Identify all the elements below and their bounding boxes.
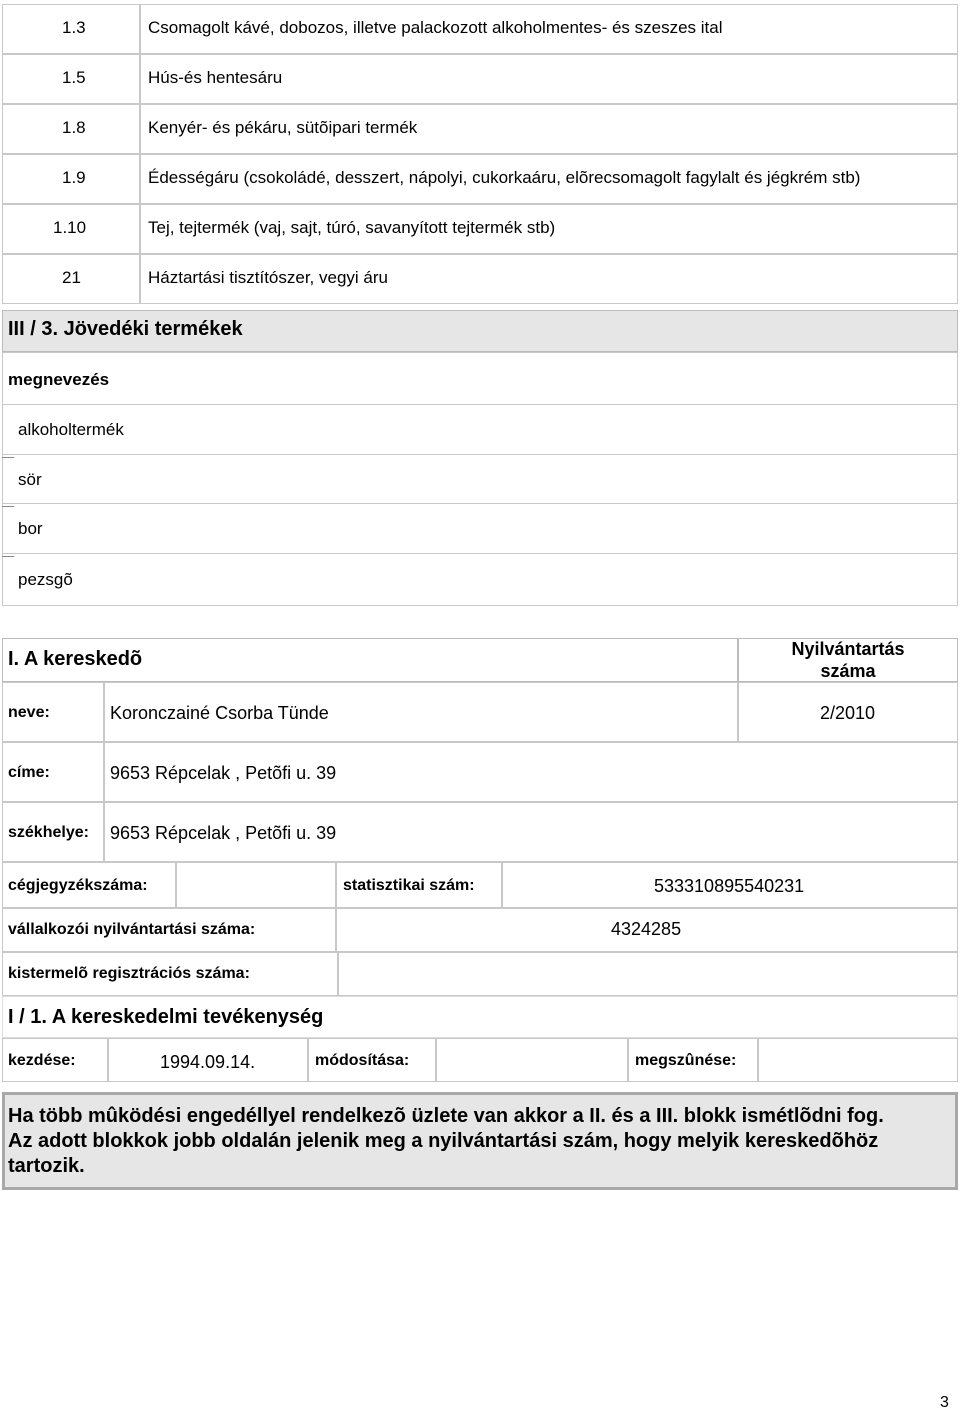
product-label: Tej, tejtermék (vaj, sajt, túró, savanyított tejtermék stb) xyxy=(148,218,556,237)
entrepreneur-label: vállalkozói nyilvántartási száma: xyxy=(8,921,256,938)
trader-title: I. A kereskedõ xyxy=(8,648,143,670)
stat-value: 533310895540231 xyxy=(654,876,805,896)
seat-value: 9653 Répcelak , Petõfi u. 39 xyxy=(110,823,337,843)
product-code: 21 xyxy=(62,268,81,287)
product-code: 1.10 xyxy=(53,218,87,237)
product-label: Hús-és hentesáru xyxy=(148,68,283,87)
list-item: pezsgõ xyxy=(18,570,73,589)
start-label: kezdése: xyxy=(8,1052,76,1069)
smallholder-label: kistermelõ regisztrációs száma: xyxy=(8,965,250,982)
reg-header-text: Nyilvántartás száma xyxy=(791,639,905,681)
product-label: Édességáru (csokoládé, desszert, nápolyi, cukorkaáru, elõrecsomagolt fagylalt és jégkrém stb) xyxy=(148,168,861,187)
address-label: címe: xyxy=(8,764,50,781)
name-label: neve: xyxy=(8,704,50,721)
column-header: megnevezés xyxy=(8,370,110,389)
company-reg-label: cégjegyzékszáma: xyxy=(8,877,148,894)
end-label: megszûnése: xyxy=(635,1052,737,1069)
product-label: Kenyér- és pékáru, sütõipari termék xyxy=(148,118,418,137)
list-item: alkoholtermék xyxy=(18,420,124,439)
product-label: Háztartási tisztítószer, vegyi áru xyxy=(148,268,388,287)
product-label: Csomagolt kávé, dobozos, illetve palackozott alkoholmentes- és szeszes ital xyxy=(148,18,723,37)
activity-title: I / 1. A kereskedelmi tevékenység xyxy=(8,1006,324,1028)
entrepreneur-value: 4324285 xyxy=(611,919,682,939)
product-code: 1.3 xyxy=(62,18,86,37)
excise-table xyxy=(2,352,958,606)
section-title: III / 3. Jövedéki termékek xyxy=(8,318,243,340)
list-item: bor xyxy=(18,519,43,538)
product-code: 1.9 xyxy=(62,168,86,187)
start-value: 1994.09.14. xyxy=(160,1052,256,1072)
page-number: 3 xyxy=(940,1394,949,1411)
modify-label: módosítása: xyxy=(315,1052,410,1069)
list-item: sör xyxy=(18,470,42,489)
name-value: Koronczainé Csorba Tünde xyxy=(110,703,329,723)
address-value: 9653 Répcelak , Petõfi u. 39 xyxy=(110,763,337,783)
stat-label: statisztikai szám: xyxy=(343,877,475,894)
note-text: Ha több mûködési engedéllyel rendelkezõ üzlete van akkor a II. és a III. blokk ismétlõdni fog. Az adott blokkok jobb oldalán jelenik meg a nyilvántartási szám, hogy melyik kereskedõhöz tartozik. xyxy=(8,1105,884,1177)
product-code: 1.5 xyxy=(62,68,86,87)
product-code: 1.8 xyxy=(62,118,86,137)
reg-value: 2/2010 xyxy=(820,703,876,723)
seat-label: székhelye: xyxy=(8,824,89,841)
